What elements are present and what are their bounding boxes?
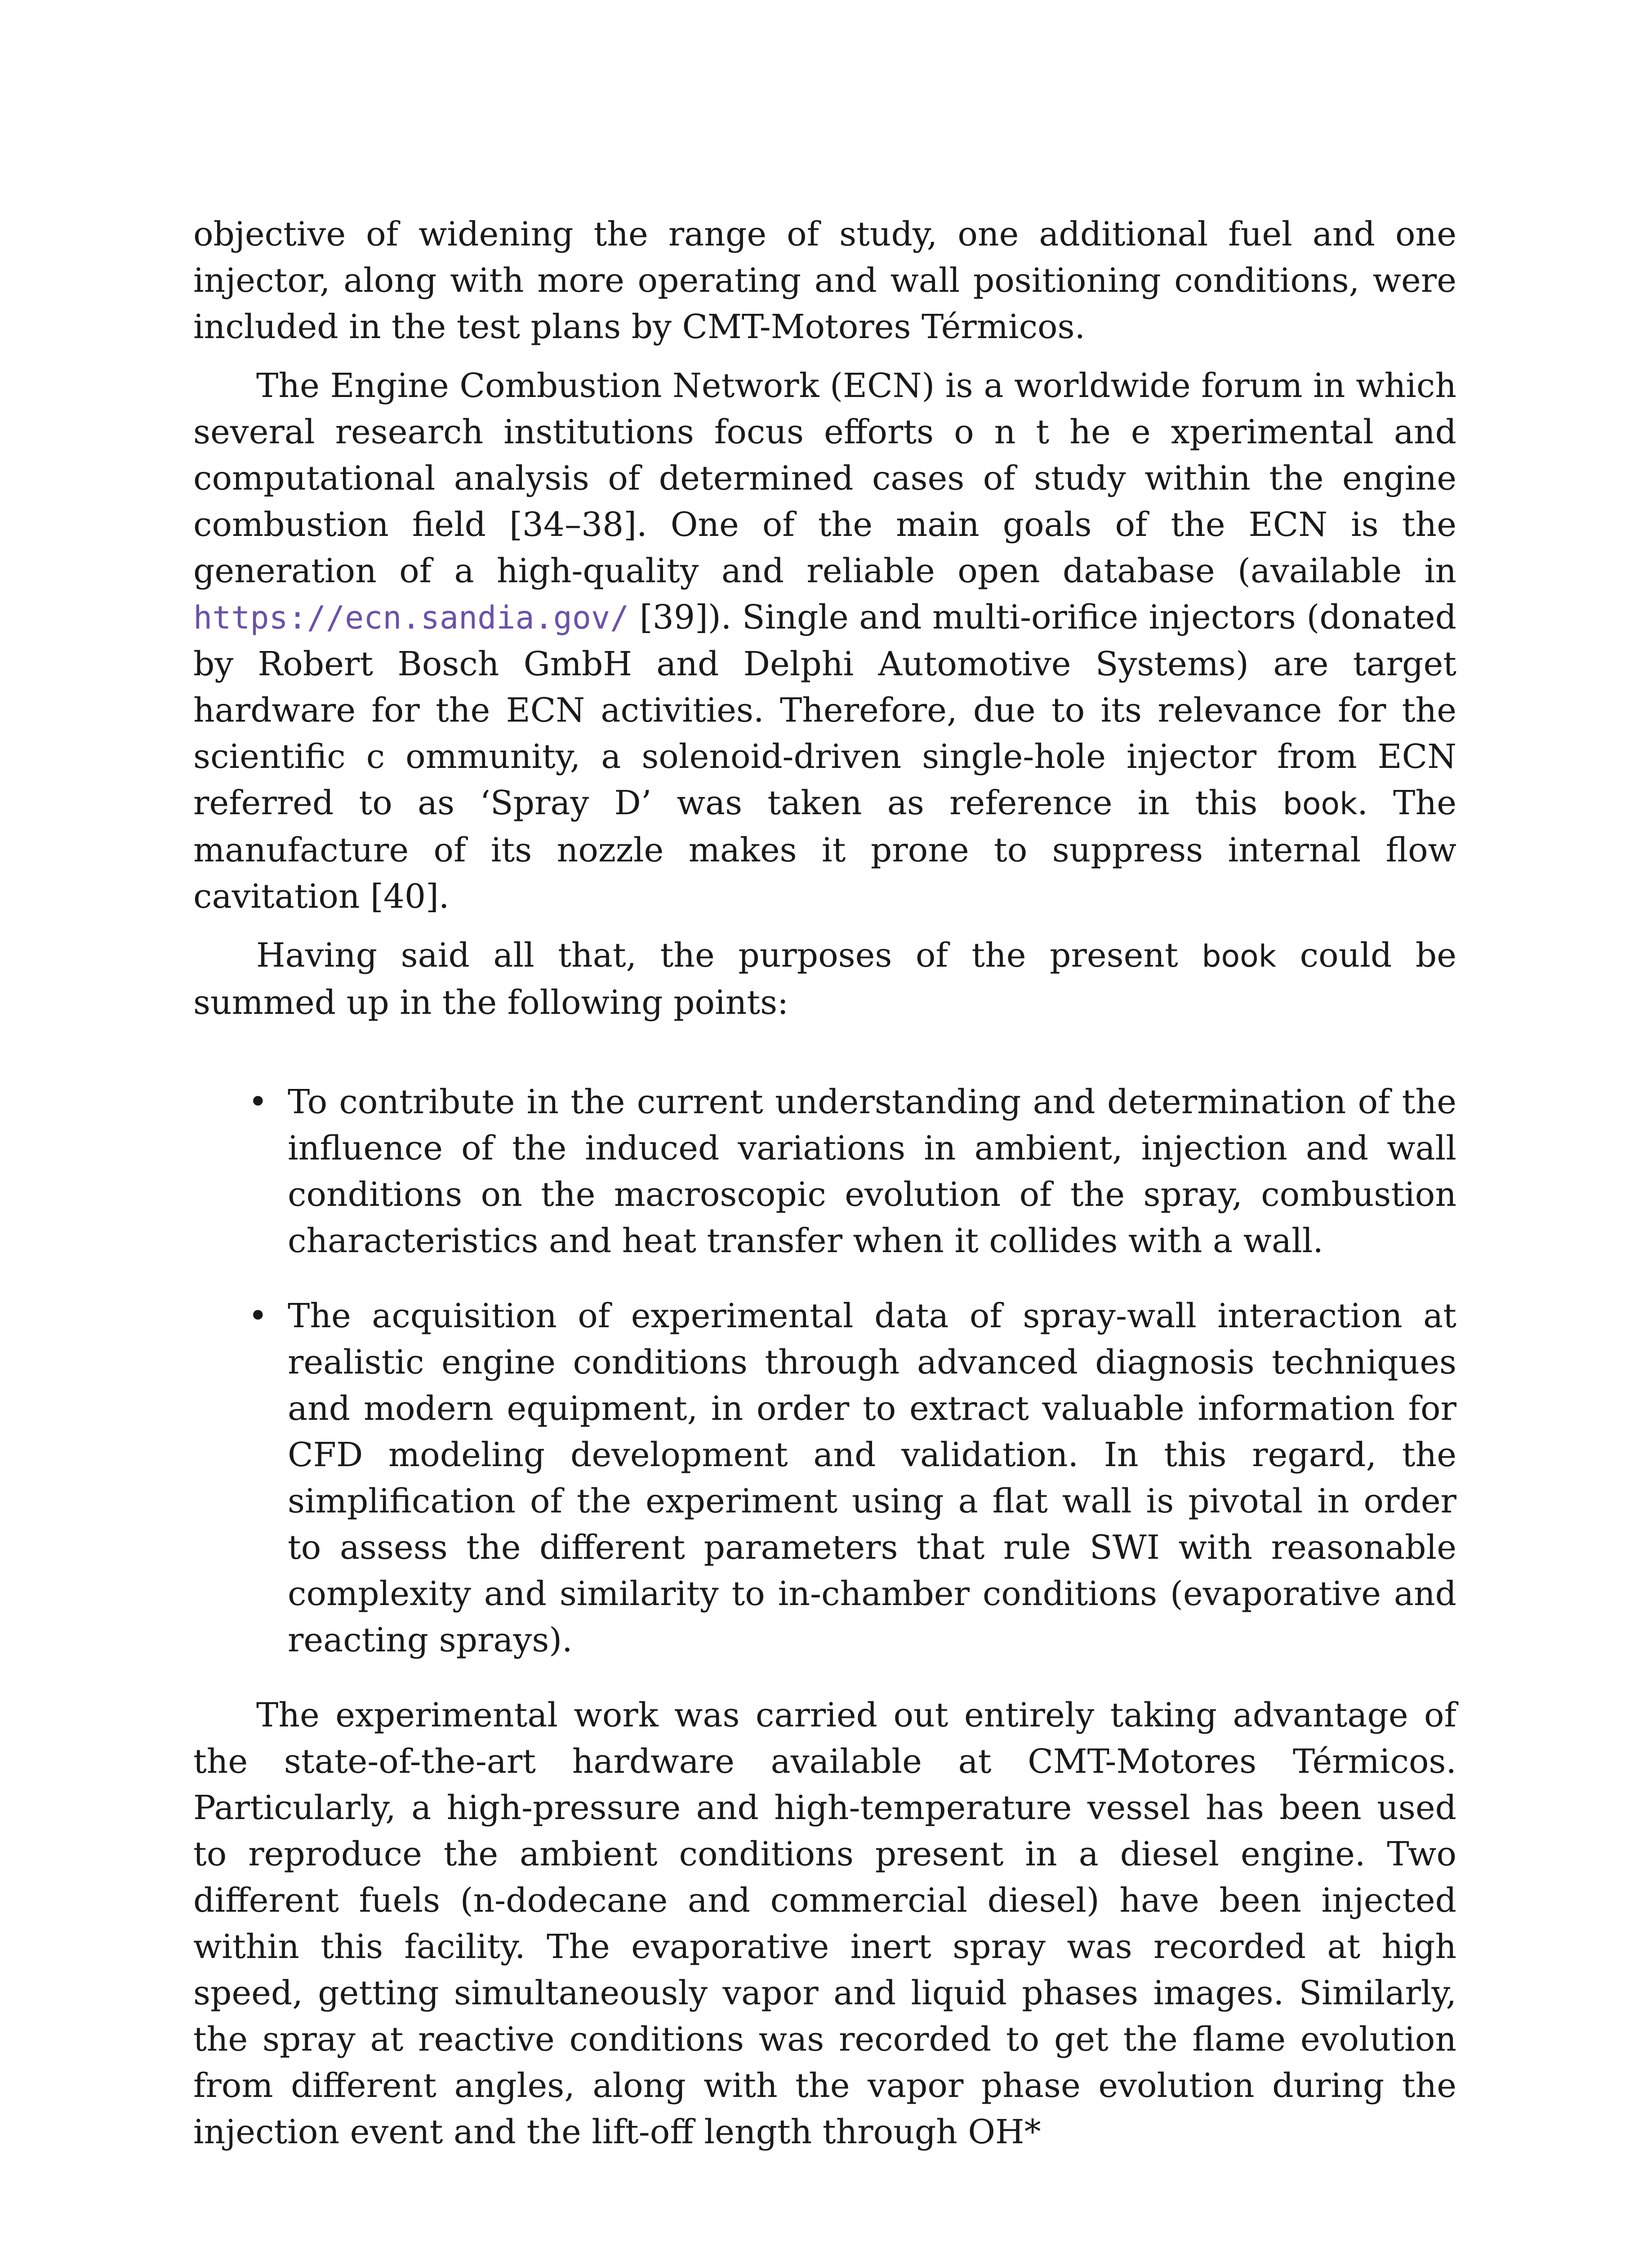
paragraph-purposes-book-word: book — [1202, 939, 1277, 974]
paragraph-experimental-work: The experimental work was carried out entirely taking advantage of the state-of-the-art hardware available at CMT-Motores Térmicos. Particularly, a high-pressure and high-temperature vessel has been used to reproduce the ambient conditions present in a diesel engine. Two different fuels (n-dodecane and commercial diesel) have been injected within this facility. The evaporative inert spray was recorded at high speed, getting simultaneously vapor and liquid phases images. Similarly, the spray at reactive conditions was recorded to get the flame evolution from different angles, along with the vapor phase evolution during the injection event and the lift-off length through OH* — [193, 1696, 1456, 2151]
bullet-marker: • — [248, 1297, 268, 1335]
purposes-list — [193, 1079, 1456, 1664]
list-item-text: To contribute in the current understanding and determination of the influence of the induced variations in ambient, injection and wall conditions on the macroscopic evolution of the spray, combustion characteristics and heat transfer when it collides with a wall. — [288, 1083, 1456, 1260]
paragraph-purposes-text-2: could be summed up in the following points: — [193, 936, 1456, 1022]
paragraph-purposes-text-1: Having said all that, the purposes of the present — [256, 936, 1202, 975]
paragraph-purposes — [193, 932, 1456, 1026]
list-item — [193, 1293, 1456, 1664]
list-item-text: The acquisition of experimental data of spray-wall interaction at realistic engine conditions through advanced diagnosis techniques and modern equipment, in order to extract valuable information for CFD modeling development and validation. In this regard, the simplification of the experiment using a flat wall is pivotal in order to assess the different parameters that rule SWI with reasonable complexity and similarity to in-chamber conditions (evaporative and reacting sprays). — [288, 1297, 1456, 1659]
paragraph-ecn-text-3: . The manufacture of its nozzle makes it prone to suppress internal flow cavitation [40]. — [193, 784, 1456, 916]
paragraph-ecn-text-2: [39]). Single and multi-orifice injectors (donated by Robert Bosch GmbH and Delphi Automotive Systems) are target hardware for the ECN activities. Therefore, due to its relevance for the scientific c ommunity, a solenoid-driven single-hole injector from ECN referred to as ‘Spray D’ was taken as reference in this — [193, 598, 1456, 822]
list-item — [193, 1079, 1456, 1264]
paragraph-ecn — [193, 363, 1456, 920]
body-text — [193, 211, 1456, 2155]
bullet-marker: • — [248, 1083, 268, 1121]
paragraph-ecn-book-word: book — [1282, 786, 1358, 822]
paragraph-ecn-text-1: The Engine Combustion Network (ECN) is a worldwide forum in which several research institutions focus efforts o n t he e xperimental and computational analysis of determined cases of study within the engine combustion field [34–38]. One of the main goals of the ECN is the generation of a high-quality and reliable open database (available in — [193, 366, 1456, 590]
ecn-url-link[interactable]: https://ecn.sandia.gov/ — [193, 599, 629, 636]
paragraph-1: objective of widening the range of study, one additional fuel and one injector, along with more operating and wall positioning conditions, were included in the test plans by CMT-Motores Térmicos. — [193, 215, 1456, 346]
